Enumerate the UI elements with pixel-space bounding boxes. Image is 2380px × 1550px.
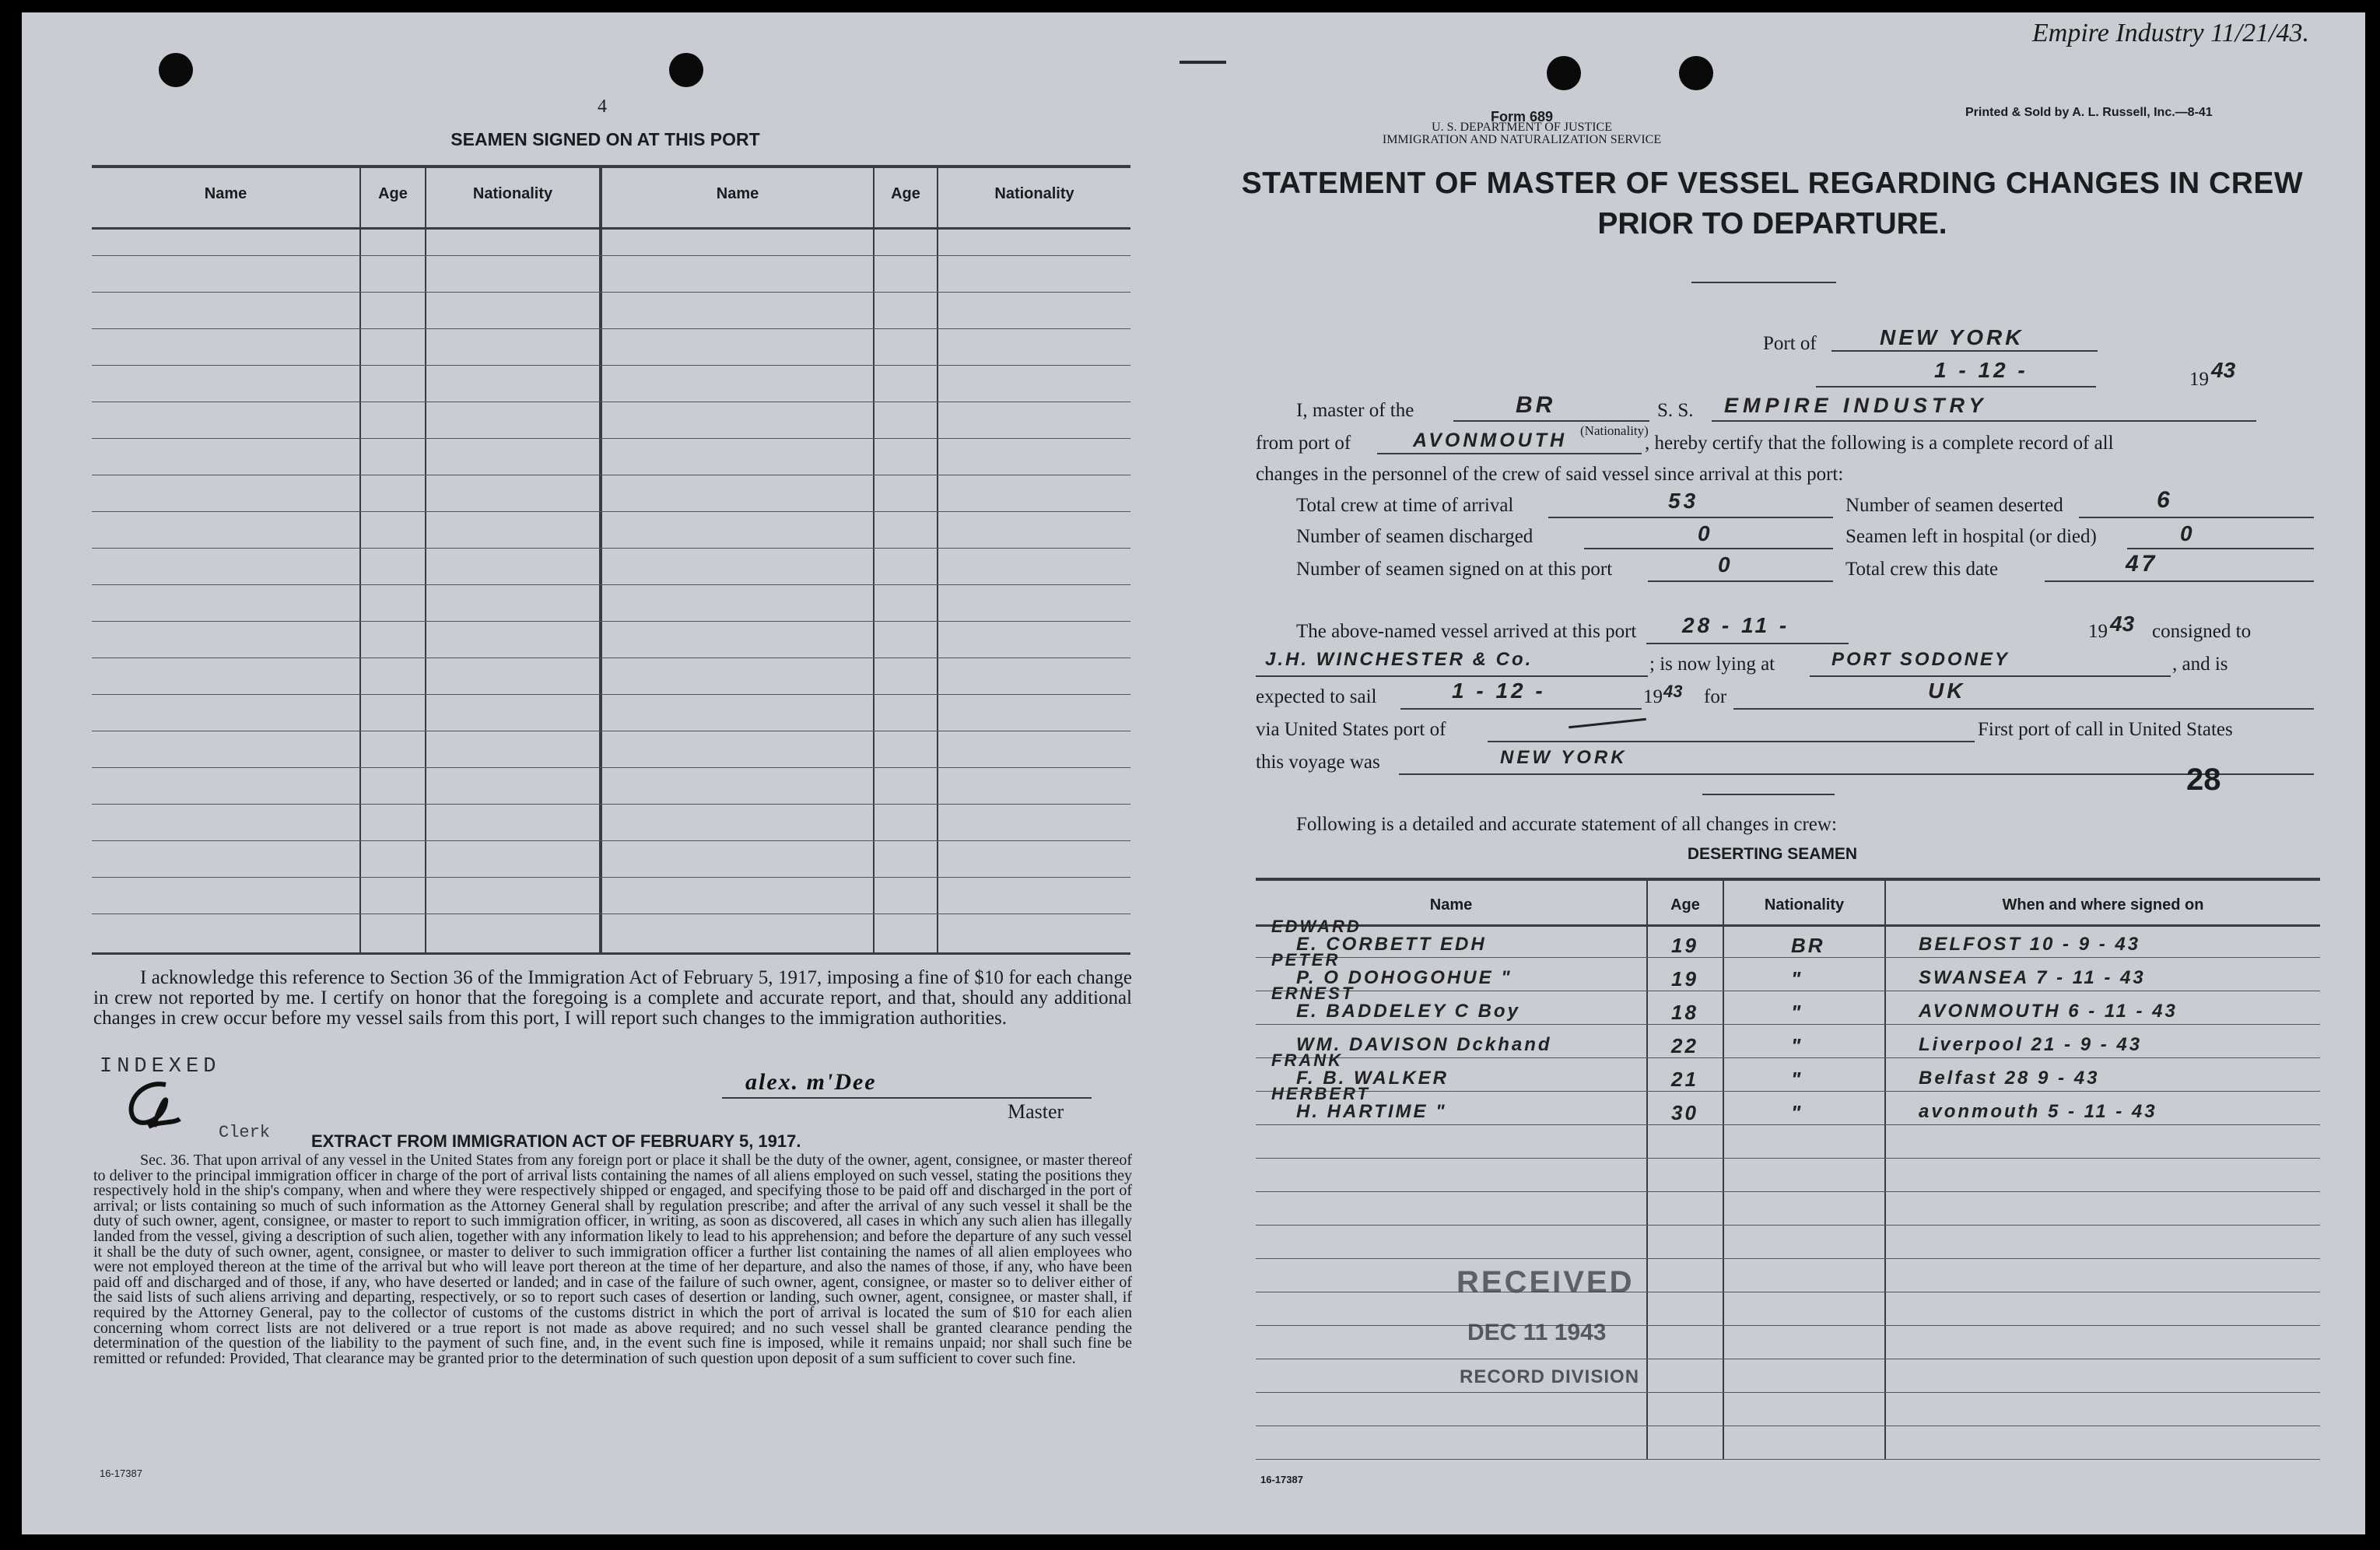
from-port-value: AVONMOUTH bbox=[1413, 430, 1568, 451]
total-crew-arrival-label: Total crew at time of arrival bbox=[1296, 495, 1514, 516]
col-header-signed-on: When and where signed on bbox=[2002, 896, 2204, 914]
deserted-label: Number of seamen deserted bbox=[1845, 495, 2063, 516]
from-port-label: from port of bbox=[1256, 433, 1351, 454]
table-row bbox=[1179, 950, 2365, 998]
deserter-age: 30 bbox=[1671, 1101, 1698, 1124]
deserter-age: 19 bbox=[1671, 934, 1698, 957]
voyage-value: NEW YORK bbox=[1500, 747, 1628, 768]
deserter-nationality: " bbox=[1791, 967, 1803, 991]
clerk-initials-signature bbox=[119, 1078, 181, 1133]
deserter-signed-on: AVONMOUTH 6 - 11 - 43 bbox=[1919, 1001, 2178, 1022]
deserter-nationality: " bbox=[1791, 1101, 1803, 1124]
discharged-value: 0 bbox=[1698, 521, 1713, 545]
year-prefix: 19 bbox=[2189, 369, 2209, 390]
table-row-line bbox=[92, 584, 1130, 585]
table-row-line bbox=[92, 804, 1130, 805]
arrived-year-value: 43 bbox=[2110, 612, 2135, 636]
table-row-line bbox=[1256, 1158, 2320, 1159]
deserter-nationality: " bbox=[1791, 1068, 1803, 1091]
table-row bbox=[1179, 1084, 2365, 1131]
deserter-age: 18 bbox=[1671, 1001, 1698, 1024]
punch-hole bbox=[669, 53, 703, 87]
deserter-age: 19 bbox=[1671, 967, 1698, 991]
expected-value: 1 - 12 - bbox=[1452, 679, 1546, 703]
consigned-label: consigned to bbox=[2152, 621, 2252, 642]
deserter-signed-on: SWANSEA 7 - 11 - 43 bbox=[1919, 967, 2146, 988]
service-line: IMMIGRATION AND NATURALIZATION SERVICE bbox=[1382, 133, 1662, 146]
received-date-stamp: DEC 11 1943 bbox=[1467, 1320, 1607, 1345]
port-value: NEW YORK bbox=[1880, 325, 2024, 349]
discharged-label: Number of seamen discharged bbox=[1296, 526, 1534, 547]
deserting-seamen-title: DESERTING SEAMEN bbox=[1687, 845, 1858, 863]
table-row-line bbox=[1256, 1459, 2320, 1460]
table-row bbox=[1179, 1031, 2365, 1064]
table-row-line bbox=[92, 292, 1130, 293]
following-text: Following is a detailed and accurate statement of all changes in crew: bbox=[1296, 814, 1837, 835]
extract-text: Sec. 36. That upon arrival of any vessel in the United States from any foreign port or place it shall be the duty of the owner, agent, consignee, or master thereof to deliver to the principal immigration officer in charge of the port of arrival lists containing the names of all aliens employed on such vessel, stating the positions they respectively hold in the ship's company, when and where they were respectively shipped or engaged, and specifying those to be paid off and discharged in the port of arrival; or lists containing so much of such information as the Attorney General shall by regulation prescribe; and after the arrival of any such vessel it shall be the duty of such owner, agent, consignee, or master to report to such immigration officer, in writing, as soon as discovered, all cases in which any such alien has illegally landed from the vessel, giving a description of such alien, together with any information likely to lead to his apprehension; and before the departure of any such vessel it shall be the duty of such owner, agent, consignee, or master to deliver to such immigration officer a further list containing the names of all alien employees who were not employed thereon at the time of the arrival but who will leave port thereon at the time of her departure, and also the names of those, if any, who have been paid off and discharged and of those, if any, who have deserted or landed; and in case of the failure of such owner, agent, consignee, or master so to deliver either of the said lists of such aliens arriving and departing, respectively, or so to report such cases of desertion or landing, such owner, agent, consignee, or master shall, if required by the Attorney General, pay to the collector of customs of the customs district in which the port of arrival is located the sum of $10 for each alien concerning whom correct lists are not delivered or a true report is not made as above required; and no such vessel shall be granted clearance pending the determination of the question of the liability to the payment of such fine, and, in the event such fine is imposed, while it remains unpaid; nor shall such fine be remitted or refunded: Provided, That clearance may be granted prior to the determination of such question upon deposit of a sum sufficient to cover such fine. bbox=[93, 1152, 1132, 1367]
punch-hole bbox=[1547, 56, 1581, 90]
col-header-age: Age bbox=[378, 185, 408, 202]
hospital-value: 0 bbox=[2180, 521, 2196, 545]
printer-line: Printed & Sold by A. L. Russell, Inc.—8-41 bbox=[1965, 106, 2213, 119]
department-line: U. S. DEPARTMENT OF JUSTICE bbox=[1432, 121, 1612, 134]
ss-label: S. S. bbox=[1657, 400, 1694, 421]
lying-label: ; is now lying at bbox=[1649, 654, 1775, 675]
deserter-age: 22 bbox=[1671, 1034, 1698, 1057]
changes-text: changes in the personnel of the crew of said vessel since arrival at this port: bbox=[1256, 464, 1844, 485]
staple-mark bbox=[1179, 61, 1226, 64]
table-row-line bbox=[92, 877, 1130, 878]
for-label: for bbox=[1704, 686, 1727, 707]
deserter-signed-on: Belfast 28 9 - 43 bbox=[1919, 1068, 2100, 1089]
deserter-first-name: ERNEST bbox=[1271, 984, 1355, 1003]
deserter-signed-on: BELFOST 10 - 9 - 43 bbox=[1919, 934, 2141, 955]
form-title: STATEMENT OF MASTER OF VESSEL REGARDING CHANGES IN CREW bbox=[1241, 167, 2304, 200]
year-value: 43 bbox=[2211, 358, 2236, 382]
for-value: UK bbox=[1928, 679, 1966, 703]
received-stamp: RECEIVED bbox=[1456, 1265, 1635, 1299]
left-page bbox=[22, 12, 1189, 1534]
table-row-line bbox=[92, 511, 1130, 512]
col-header-age: Age bbox=[1670, 896, 1700, 914]
consignee-value: J.H. WINCHESTER & Co. bbox=[1265, 649, 1534, 670]
voyage-label: this voyage was bbox=[1256, 752, 1380, 773]
clerk-label: Clerk bbox=[219, 1123, 271, 1142]
master-label: Master bbox=[1008, 1100, 1064, 1123]
table-row-line bbox=[1256, 1191, 2320, 1192]
first-port-label: First port of call in United States bbox=[1978, 719, 2233, 740]
arrived-label: The above-named vessel arrived at this port bbox=[1296, 621, 1637, 642]
total-crew-arrival-value: 53 bbox=[1668, 489, 1699, 513]
col-header-name: Name bbox=[1429, 896, 1473, 914]
expected-label: expected to sail bbox=[1256, 686, 1377, 707]
master-signature: alex. m'Dee bbox=[745, 1069, 877, 1095]
lying-value: PORT SODONEY bbox=[1831, 649, 2010, 670]
table-row-line bbox=[92, 438, 1130, 439]
expected-year-value: 43 bbox=[1663, 682, 1683, 701]
col-header-name: Name bbox=[716, 185, 759, 202]
expected-year-prefix: 19 bbox=[1643, 686, 1663, 707]
indexed-stamp: INDEXED bbox=[100, 1055, 221, 1078]
certify-text: , hereby certify that the following is a complete record of all bbox=[1645, 433, 2114, 454]
deserter-signed-on: Liverpool 21 - 9 - 43 bbox=[1919, 1034, 2143, 1055]
nationality-value: BR bbox=[1516, 392, 1556, 418]
deserter-first-name: PETER bbox=[1271, 950, 1341, 970]
hospital-label: Seamen left in hospital (or died) bbox=[1845, 526, 2097, 547]
table-row-line bbox=[92, 328, 1130, 329]
via-label: via United States port of bbox=[1256, 719, 1446, 740]
col-header-age: Age bbox=[891, 185, 920, 202]
punch-hole bbox=[159, 53, 193, 87]
table-row-line bbox=[92, 840, 1130, 841]
table-row-line bbox=[92, 548, 1130, 549]
acknowledgement-text: I acknowledge this reference to Section 36 of the Immigration Act of February 5, 1917, imposing a fine of $10 for each change in crew not reported by me. I certify on honor that the foregoing is a complete and accurate report, and that, should any additional changes in crew occur before my vessel sails from this port, I will report such changes to the immigration authorities. bbox=[93, 967, 1132, 1029]
table-row bbox=[1179, 917, 2365, 964]
deserted-value: 6 bbox=[2157, 487, 2173, 513]
signed-on-label: Number of seamen signed on at this port bbox=[1296, 559, 1613, 580]
total-crew-date-label: Total crew this date bbox=[1845, 559, 1999, 580]
handwritten-ship-note: Empire Industry 11/21/43. bbox=[2032, 19, 2310, 47]
deserter-name: P. O DOHOGOHUE " bbox=[1296, 967, 1512, 988]
section-title: SEAMEN SIGNED ON AT THIS PORT bbox=[450, 129, 760, 149]
deserter-first-name: EDWARD bbox=[1271, 917, 1362, 936]
col-header-nationality: Nationality bbox=[1764, 896, 1845, 914]
page-mark: 28 bbox=[2186, 763, 2221, 797]
table-row-line bbox=[92, 365, 1130, 366]
form-subtitle: PRIOR TO DEPARTURE. bbox=[1597, 207, 1947, 240]
table-row-line bbox=[1256, 1325, 2320, 1326]
deserter-name: F. B. WALKER bbox=[1296, 1068, 1449, 1089]
table-row bbox=[1179, 984, 2365, 1031]
deserter-signed-on: avonmouth 5 - 11 - 43 bbox=[1919, 1101, 2157, 1122]
total-crew-date-value: 47 bbox=[2126, 551, 2158, 577]
nationality-caption: (Nationality) bbox=[1580, 423, 1649, 438]
extract-title: EXTRACT FROM IMMIGRATION ACT OF FEBRUARY 5, 1917. bbox=[311, 1131, 801, 1151]
deserter-nationality: " bbox=[1791, 1001, 1803, 1024]
table-row-line bbox=[92, 255, 1130, 256]
deserter-first-name: HERBERT bbox=[1271, 1084, 1370, 1103]
form-number: Form 689 bbox=[1490, 109, 1554, 124]
table-row-line bbox=[1256, 1258, 2320, 1259]
date-value: 1 - 12 - bbox=[1934, 358, 2028, 382]
table-row-line bbox=[92, 694, 1130, 695]
punch-hole bbox=[1679, 56, 1713, 90]
page-number: 4 bbox=[598, 96, 607, 117]
form-code: 16-17387 bbox=[100, 1468, 142, 1479]
col-header-name: Name bbox=[204, 185, 247, 202]
deserter-age: 21 bbox=[1671, 1068, 1698, 1091]
and-is-text: , and is bbox=[2172, 654, 2228, 675]
deserter-first-name: FRANK bbox=[1271, 1050, 1343, 1070]
deserter-name: WM. DAVISON Dckhand bbox=[1296, 1034, 1552, 1055]
deserter-nationality: " bbox=[1791, 1034, 1803, 1057]
master-of-label: I, master of the bbox=[1296, 400, 1414, 421]
table-row-line bbox=[92, 767, 1130, 768]
table-row-line bbox=[92, 621, 1130, 622]
table-row-line bbox=[1256, 1225, 2320, 1226]
col-header-nationality: Nationality bbox=[472, 185, 553, 202]
right-page bbox=[1179, 12, 2365, 1534]
table-row-line bbox=[1256, 1392, 2320, 1393]
record-division-stamp: RECORD DIVISION bbox=[1460, 1366, 1640, 1387]
deserter-name: E. CORBETT EDH bbox=[1296, 934, 1487, 955]
deserter-name: E. BADDELEY C Boy bbox=[1296, 1001, 1520, 1022]
deserter-name: H. HARTIME " bbox=[1296, 1101, 1447, 1122]
col-header-nationality: Nationality bbox=[994, 185, 1074, 202]
port-label: Port of bbox=[1763, 333, 1817, 354]
signed-on-value: 0 bbox=[1718, 552, 1733, 577]
ship-name-value: EMPIRE INDUSTRY bbox=[1724, 394, 1988, 417]
deserter-nationality: BR bbox=[1791, 934, 1825, 957]
arrived-value: 28 - 11 - bbox=[1682, 613, 1790, 637]
arrived-year-prefix: 19 bbox=[2088, 621, 2108, 642]
form-code: 16-17387 bbox=[1260, 1474, 1303, 1485]
